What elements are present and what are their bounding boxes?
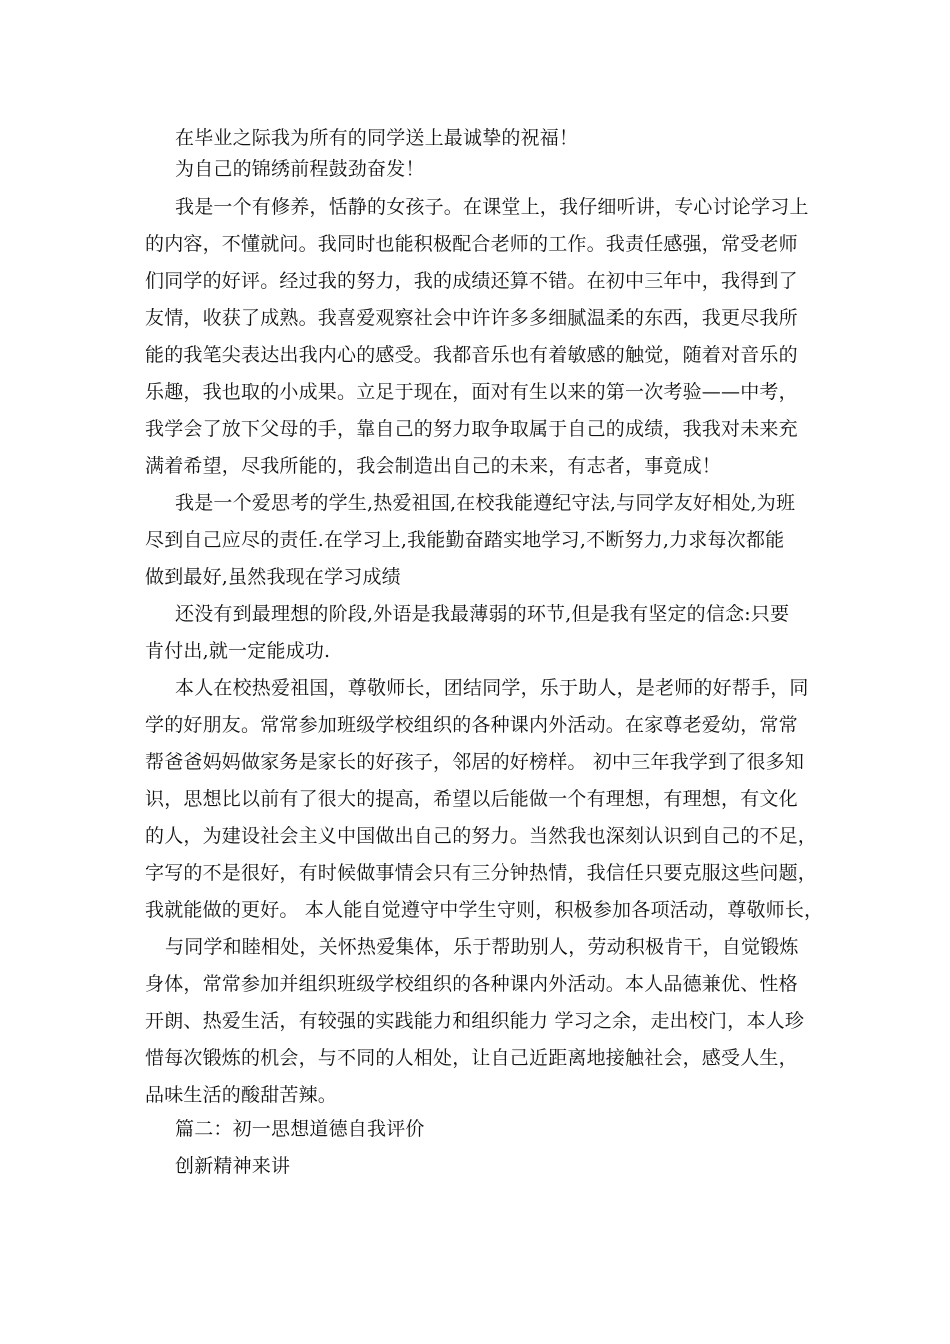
text-line: 我是一个爱思考的学生,热爱祖国,在校我能遵纪守法,与同学友好相处,为班: [175, 492, 796, 514]
text-line: 为自己的锦绣前程鼓劲奋发！: [175, 158, 425, 180]
text-line: 学的好朋友。常常参加班级学校组织的各种课内外活动。在家尊老爱幼，常常: [145, 714, 798, 736]
text-line: 做到最好,虽然我现在学习成绩: [145, 566, 401, 588]
text-line: 我学会了放下父母的手，靠自己的努力取争取属于自己的成绩，我我对未来充: [145, 418, 798, 440]
text-line: 我是一个有修养，恬静的女孩子。在课堂上，我仔细听讲，专心讨论学习上: [175, 196, 809, 218]
text-line: 尽到自己应尽的责任.在学习上,我能勤奋踏实地学习,不断努力,力求每次都能: [145, 529, 785, 551]
text-line: 身体，常常参加并组织班级学校组织的各种课内外活动。本人品德兼优、性格: [145, 973, 798, 995]
text-line: 创新精神来讲: [175, 1155, 291, 1177]
text-line: 满着希望，尽我所能的，我会制造出自己的未来，有志者，事竟成！: [145, 455, 722, 477]
text-line: 我就能做的更好。 本人能自觉遵守中学生守则，积极参加各项活动，尊敬师长，: [145, 899, 824, 921]
text-line: 乐趣，我也取的小成果。立足于现在，面对有生以来的第一次考验——中考，: [145, 381, 798, 403]
text-line: 惜每次锻炼的机会，与不同的人相处，让自己近距离地接触社会，感受人生，: [145, 1047, 798, 1069]
text-line: 还没有到最理想的阶段,外语是我最薄弱的环节,但是我有坚定的信念:只要: [175, 603, 790, 625]
text-line: 开朗、热爱生活，有较强的实践能力和组织能力 学习之余，走出校门，本人珍: [145, 1010, 805, 1032]
text-line: 能的我笔尖表达出我内心的感受。我都音乐也有着敏感的触觉，随着对音乐的: [145, 344, 798, 366]
text-line: 友情，收获了成熟。我喜爱观察社会中许许多多细腻温柔的东西，我更尽我所: [145, 307, 798, 329]
text-line: 品味生活的酸甜苦辣。: [145, 1084, 338, 1106]
text-line: 与同学和睦相处，关怀热爱集体，乐于帮助别人，劳动积极肯干，自觉锻炼: [165, 936, 799, 958]
text-line: 的人，为建设社会主义中国做出自己的努力。当然我也深刻认识到自己的不足，: [145, 825, 818, 847]
text-line: 本人在校热爱祖国，尊敬师长，团结同学，乐于助人，是老师的好帮手，同: [175, 677, 809, 699]
text-line: 们同学的好评。经过我的努力，我的成绩还算不错。在初中三年中，我得到了: [145, 270, 798, 292]
text-line: 帮爸爸妈妈做家务是家长的好孩子，邻居的好榜样。 初中三年我学到了很多知: [145, 751, 805, 773]
text-line: 的内容，不懂就问。我同时也能积极配合老师的工作。我责任感强，常受老师: [145, 233, 798, 255]
text-line: 肯付出,就一定能成功.: [145, 640, 331, 662]
text-line: 在毕业之际我为所有的同学送上最诚挚的祝福！: [175, 127, 579, 149]
text-line: 字写的不是很好，有时候做事情会只有三分钟热情，我信任只要克服这些问题，: [145, 862, 818, 884]
text-line: 识，思想比以前有了很大的提高，希望以后能做一个有理想，有理想，有文化: [145, 788, 798, 810]
section-heading: 篇二：初一思想道德自我评价: [175, 1118, 425, 1140]
